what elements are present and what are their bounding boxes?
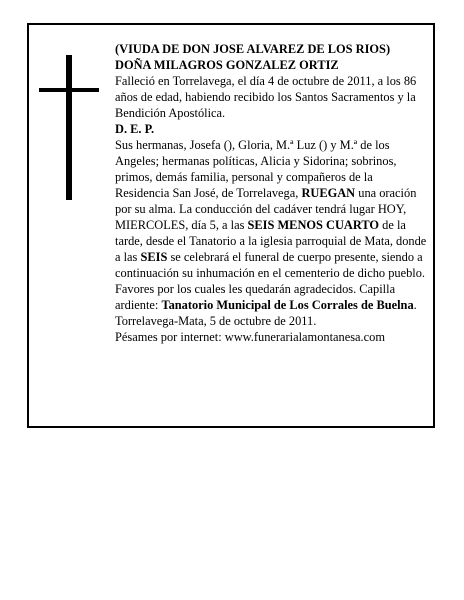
cross-vertical-bar xyxy=(66,55,72,200)
family-paragraph xyxy=(115,137,427,313)
procession-text: de la tarde, desde el Tanatorio a la iglesia parroquial de Mata, donde a las xyxy=(115,218,427,264)
prayer-text: una oración por su alma. La conducción del cadáver tendrá lugar HOY, MIERCOLES, día 5, a las xyxy=(115,186,417,232)
obituary-notice xyxy=(27,23,435,428)
funeral-text: se celebrará el funeral de cuerpo presente, siendo a continuación su inhumación en el cementerio de dicho pueblo. Favores por los cuales les quedarán agradecidos. Capilla ardiente: xyxy=(115,250,426,312)
obituary-text xyxy=(115,41,427,345)
deceased-name-text: DOÑA MILAGROS GONZALEZ ORTIZ xyxy=(115,58,339,72)
widow-line-text: (VIUDA DE DON JOSE ALVAREZ DE LOS RIOS) xyxy=(115,42,391,56)
death-statement: Falleció en Torrelavega, el día 4 de octubre de 2011, a los 86 años de edad, habiendo recibido los Santos Sacramentos y la Bendición Apostólica. xyxy=(115,74,417,120)
chapel-end: . xyxy=(413,298,417,312)
dep-line xyxy=(115,121,427,137)
dep-text: D. E. P. xyxy=(115,122,155,136)
deceased-name xyxy=(115,57,427,73)
cross-icon xyxy=(39,55,99,200)
ruegan-text: RUEGAN xyxy=(301,186,356,200)
widow-line xyxy=(115,41,427,57)
condolences-line: Pésames por internet: www.funerarialamontanesa.com xyxy=(115,330,385,344)
family-text: Sus hermanas, Josefa (), Gloria, M.ª Luz () y M.ª de los Angeles; hermanas políticas, Alicia y Sidorina; sobrinos, primos, demás familia, personal y compañeros de la Residencia San José, de Torrelavega, xyxy=(115,138,397,200)
chapel-name: Tanatorio Municipal de Los Corrales de Buelna xyxy=(161,298,414,312)
time-text: SEIS MENOS CUARTO xyxy=(247,218,380,232)
cross-horizontal-bar xyxy=(39,88,99,92)
funeral-time-text: SEIS xyxy=(140,250,168,264)
place-date: Torrelavega-Mata, 5 de octubre de 2011. xyxy=(115,314,317,328)
